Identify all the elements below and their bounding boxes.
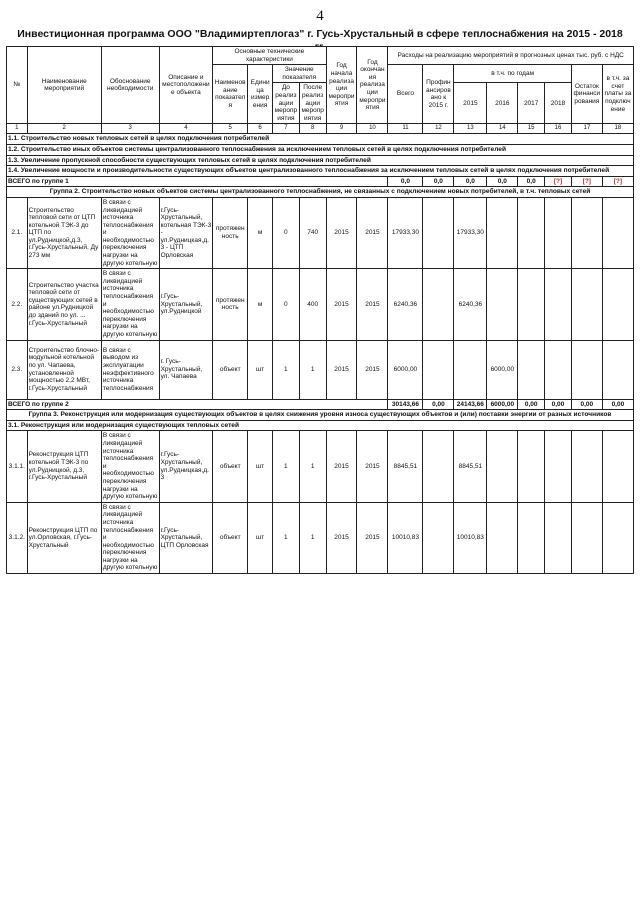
- row-2017: [518, 502, 545, 573]
- row-param: объект: [213, 502, 248, 573]
- row-after: 400: [299, 269, 326, 340]
- row-param: объект: [213, 431, 248, 502]
- row-2018: [545, 340, 572, 399]
- remaining-value-illegible: [?]: [571, 176, 602, 187]
- header-description: Описание и местоположение объекта: [159, 47, 213, 124]
- header-costs-group: Расходы на реализацию мероприятий в прогнозных ценах тыс. руб. с НДС: [388, 47, 634, 65]
- col-number: 11: [388, 124, 423, 134]
- year-2017-value: 0,00: [518, 399, 545, 410]
- row-2017: [518, 197, 545, 268]
- header-before: До реализации мероприятия: [272, 83, 299, 124]
- section-title: 3.1. Реконструкция или модернизация существующих тепловых сетей: [7, 420, 634, 431]
- row-description: г.Гусь-Хрустальный, ул.Рудницкой: [159, 269, 213, 340]
- header-year-2018: 2018: [545, 83, 572, 124]
- section-title: 1.2. Строительство иных объектов системы централизованного теплоснабжения за исключением тепловых сетей в целях подключения потребителей: [7, 144, 634, 155]
- row-remaining: [571, 431, 602, 502]
- row-num: 2.3.: [7, 340, 28, 399]
- row-total: 10010,83: [388, 502, 423, 573]
- prior-value: 0,00: [423, 399, 454, 410]
- row-year-end: 2015: [357, 431, 388, 502]
- table-row: [7, 431, 634, 502]
- col-number: 3: [101, 124, 159, 134]
- row-2018: [545, 502, 572, 573]
- row-2017: [518, 431, 545, 502]
- header-remaining: Остаток финансирования: [571, 65, 602, 124]
- row-justification: В связи с ликвидацией источника теплоснабжения и необходимостью переключения нагрузки на другую котельную: [101, 502, 159, 573]
- header-value-group: Значение показателя: [272, 65, 326, 83]
- table-row: [7, 197, 634, 268]
- header-param-name: Наименование показателя: [213, 65, 248, 124]
- row-after: 740: [299, 197, 326, 268]
- row-2015: 6240,36: [454, 269, 487, 340]
- header-year-2015: 2015: [454, 83, 487, 124]
- document-title: Инвестиционная программа ООО "Владимиртеплогаз" г. Гусь-Хрустальный в сфере теплоснабжения на 2015 - 2018: [17, 28, 623, 40]
- table-row: [7, 269, 634, 340]
- total-label: ВСЕГО по группе 1: [7, 176, 388, 187]
- row-prior: [423, 502, 454, 573]
- row-year-end: 2015: [357, 340, 388, 399]
- row-year-end: 2015: [357, 269, 388, 340]
- row-2015: 17933,30: [454, 197, 487, 268]
- row-remaining: [571, 502, 602, 573]
- col-number: 5: [213, 124, 248, 134]
- total-label: ВСЕГО по группе 2: [7, 399, 388, 410]
- year-2016-value: 6000,00: [487, 399, 518, 410]
- row-justification: В связи с ликвидацией источника теплоснабжения и необходимостью переключения нагрузки на другую котельную: [101, 269, 159, 340]
- row-2018: [545, 197, 572, 268]
- year-2018-value: 0,00: [545, 399, 572, 410]
- col-number: 15: [518, 124, 545, 134]
- remaining-value: 0,00: [571, 399, 602, 410]
- row-after: 1: [299, 431, 326, 502]
- row-num: 2.1.: [7, 197, 28, 268]
- col-number: 7: [272, 124, 299, 134]
- incl-value-illegible: [?]: [602, 176, 633, 187]
- row-name: Строительство блочно-модульной котельной по ул. Чапаева, установленной мощностью 2,2 МВт, г.Гусь-Хрустальный: [27, 340, 101, 399]
- year-2017-value: 0,0: [518, 176, 545, 187]
- header-by-years: в т.ч. по годам: [454, 65, 572, 83]
- prior-value: 0,0: [423, 176, 454, 187]
- section-title: 1.3. Увеличение пропускной способности существующих тепловых сетей в целях подключения потребителей: [7, 155, 634, 166]
- row-year-end: 2015: [357, 197, 388, 268]
- row-justification: В связи с выводом из эксплуатации неэффективного источника теплоснабжения: [101, 340, 159, 399]
- row-justification: В связи с ликвидацией источника теплоснабжения и необходимостью переключения нагрузки на другую котельную: [101, 431, 159, 502]
- row-year-start: 2015: [326, 340, 357, 399]
- row-remaining: [571, 197, 602, 268]
- col-number: 10: [357, 124, 388, 134]
- investment-table: [6, 46, 634, 574]
- total-row-group1: [7, 176, 634, 187]
- row-description: г.Гусь-Хрустальный, котельная ТЭК-3 - ул.Рудницкая,д.3 - ЦТП Орловская: [159, 197, 213, 268]
- row-2018: [545, 431, 572, 502]
- row-incl: [602, 431, 633, 502]
- col-number: 18: [602, 124, 633, 134]
- row-incl: [602, 502, 633, 573]
- row-year-start: 2015: [326, 197, 357, 268]
- row-2016: [487, 431, 518, 502]
- year-2016-value: 0,0: [487, 176, 518, 187]
- col-number: 4: [159, 124, 213, 134]
- header-year-2017: 2017: [518, 83, 545, 124]
- row-total: 8845,51: [388, 431, 423, 502]
- header-tech-group: Основные технические характеристики: [213, 47, 326, 65]
- header-after: После реализации мероприятия: [299, 83, 326, 124]
- row-unit: шт: [248, 431, 273, 502]
- col-number: 16: [545, 124, 572, 134]
- row-total: 6240,36: [388, 269, 423, 340]
- total-value: 30143,66: [388, 399, 423, 410]
- row-prior: [423, 431, 454, 502]
- row-before: 0: [272, 269, 299, 340]
- row-before: 1: [272, 431, 299, 502]
- row-name: Строительство участка тепловой сети от существующих сетей в районе ул.Рудницкой до зданий по ул. ... г.Гусь-Хрустальный: [27, 269, 101, 340]
- row-prior: [423, 197, 454, 268]
- col-number: 14: [487, 124, 518, 134]
- row-num: 2.2.: [7, 269, 28, 340]
- group-title: Группа 2. Строительство новых объектов системы централизованного теплоснабжения, не связанных с подключением новых потребителей, в т.ч. тепловых сетей: [7, 187, 634, 198]
- group-title: Группа 3. Реконструкция или модернизация существующих объектов в целях снижения уровня износа существующих объектов и (или) поставки энергии от разных источников: [7, 410, 634, 421]
- header-funded-prior: Профинансировано к 2015 г.: [423, 65, 454, 124]
- incl-value: 0,00: [602, 399, 633, 410]
- row-param: объект: [213, 340, 248, 399]
- row-year-end: 2015: [357, 502, 388, 573]
- page-number: 4: [316, 8, 324, 24]
- total-row-group2: [7, 399, 634, 410]
- row-num: 3.1.1.: [7, 431, 28, 502]
- col-number: 13: [454, 124, 487, 134]
- year-2018-value-illegible: [?]: [545, 176, 572, 187]
- row-remaining: [571, 340, 602, 399]
- row-remaining: [571, 269, 602, 340]
- row-before: 1: [272, 502, 299, 573]
- row-2016: [487, 197, 518, 268]
- row-total: 6000,00: [388, 340, 423, 399]
- row-2015: [454, 340, 487, 399]
- row-year-start: 2015: [326, 269, 357, 340]
- row-description: г.Гусь-Хрустальный, ЦТП Орловская: [159, 502, 213, 573]
- row-before: 1: [272, 340, 299, 399]
- row-description: г.Гусь-Хрустальный, ул.Рудницкая,д.3: [159, 431, 213, 502]
- row-2018: [545, 269, 572, 340]
- col-number: 1: [7, 124, 28, 134]
- row-2015: 10010,83: [454, 502, 487, 573]
- header-justification: Обоснование необходимости: [101, 47, 159, 124]
- year-2015-value: 0,0: [454, 176, 487, 187]
- row-unit: шт: [248, 502, 273, 573]
- col-number: 2: [27, 124, 101, 134]
- row-unit: шт: [248, 340, 273, 399]
- col-number: 17: [571, 124, 602, 134]
- table-row: [7, 340, 634, 399]
- section-title: 1.4. Увеличение мощности и производительности существующих объектов централизованного теплоснабжения за исключением тепловых сетей в целях подключения потребителей: [7, 166, 634, 177]
- row-justification: В связи с ликвидацией источника теплоснабжения и необходимостью переключения нагрузки на другую котельную: [101, 197, 159, 268]
- table-row: [7, 502, 634, 573]
- row-param: протяженность: [213, 197, 248, 268]
- header-incl-connection-fee: в т.ч. за счет платы за подключение: [602, 65, 633, 124]
- row-2016: [487, 502, 518, 573]
- row-incl: [602, 269, 633, 340]
- row-incl: [602, 340, 633, 399]
- row-param: протяженность: [213, 269, 248, 340]
- header-total: Всего: [388, 65, 423, 124]
- header-num: №: [7, 47, 28, 124]
- row-before: 0: [272, 197, 299, 268]
- row-2017: [518, 269, 545, 340]
- header-year-start: Год начала реализации мероприятия: [326, 47, 357, 124]
- row-2017: [518, 340, 545, 399]
- header-name: Наименование мероприятий: [27, 47, 101, 124]
- row-2016: [487, 269, 518, 340]
- year-2015-value: 24143,66: [454, 399, 487, 410]
- row-year-start: 2015: [326, 431, 357, 502]
- total-value: 0,0: [388, 176, 423, 187]
- row-unit: м: [248, 197, 273, 268]
- row-2016: 6000,00: [487, 340, 518, 399]
- row-total: 17933,30: [388, 197, 423, 268]
- header-year-2016: 2016: [487, 83, 518, 124]
- header-year-end: Год окончания реализации мероприятия: [357, 47, 388, 124]
- col-number: 8: [299, 124, 326, 134]
- row-prior: [423, 340, 454, 399]
- row-after: 1: [299, 502, 326, 573]
- row-incl: [602, 197, 633, 268]
- row-prior: [423, 269, 454, 340]
- header-unit: Единица измерения: [248, 65, 273, 124]
- row-name: Реконструкция ЦТП по ул.Орловская, г.Гусь-Хрустальный: [27, 502, 101, 573]
- row-2015: 8845,51: [454, 431, 487, 502]
- col-number: 9: [326, 124, 357, 134]
- row-num: 3.1.2.: [7, 502, 28, 573]
- row-year-start: 2015: [326, 502, 357, 573]
- section-title: 1.1. Строительство новых тепловых сетей в целях подключения потребителей: [7, 134, 634, 145]
- col-number: 6: [248, 124, 273, 134]
- row-name: Реконструкция ЦТП котельной ТЭК-3 по ул.Рудницкой, д.3, г.Гусь-Хрустальный: [27, 431, 101, 502]
- row-after: 1: [299, 340, 326, 399]
- row-description: г. Гусь-Хрустальный, ул. Чапаева: [159, 340, 213, 399]
- row-name: Строительство тепловой сети от ЦТП котельной ТЭК-3 до ЦТП по ул.Рудницкой,д.3, г.Гусь-Хрустальный, Ду 273 мм: [27, 197, 101, 268]
- col-number: 12: [423, 124, 454, 134]
- row-unit: м: [248, 269, 273, 340]
